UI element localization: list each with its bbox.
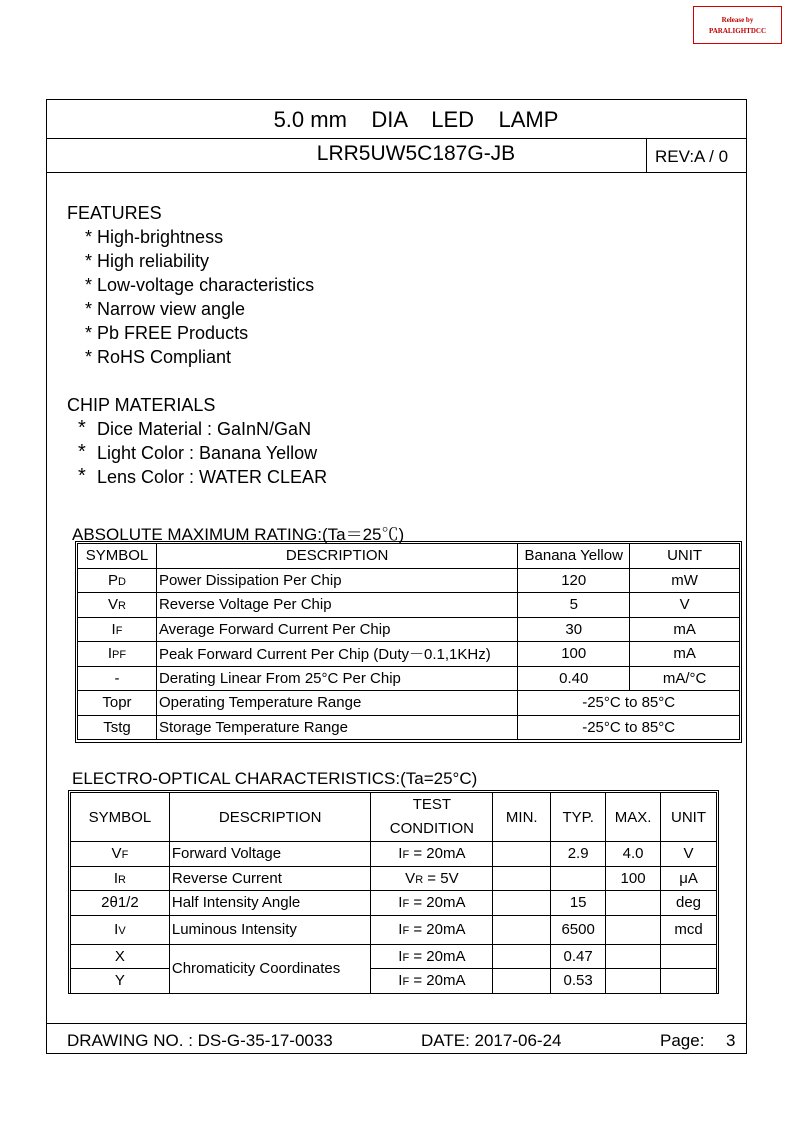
stamp-line-1: Release by [721, 16, 754, 24]
chip-material-item: Light Color : Banana Yellow [97, 443, 318, 463]
description-cell: Half Intensity Angle [169, 891, 371, 916]
feature-item: * High reliability [85, 251, 210, 271]
table-row [71, 915, 717, 944]
abs-max-table [77, 543, 740, 740]
header-unit: UNIT [661, 793, 717, 842]
unit-cell: deg [661, 891, 717, 916]
description-cell: Forward Voltage [169, 842, 371, 867]
symbol-cell: IV [71, 915, 170, 944]
feature-item: * Pb FREE Products [85, 323, 249, 343]
typ-cell: 0.47 [551, 944, 606, 969]
table-header-row [78, 544, 740, 569]
description-cell: Peak Forward Current Per Chip (Duty－0.1,1KHz) [156, 642, 517, 667]
condition-cell: IF = 20mA [371, 969, 493, 994]
typ-cell: 2.9 [551, 842, 606, 867]
condition-cell: IF = 20mA [371, 842, 493, 867]
description-cell: Chromaticity Coordinates [169, 944, 371, 993]
chip-materials-heading: CHIP MATERIALS [67, 395, 216, 415]
document-title: 5.0 mm DIA LED LAMP [273, 107, 559, 132]
revision: REV:A / 0 [655, 147, 729, 166]
max-cell: 4.0 [606, 842, 661, 867]
stamp-line-2: PARALIGHTDCC [708, 27, 767, 35]
page-number: 3 [726, 1031, 736, 1050]
document-date: DATE: 2017-06-24 [421, 1031, 562, 1050]
description-cell: Power Dissipation Per Chip [156, 568, 517, 593]
table-row [78, 715, 740, 740]
min-cell [493, 944, 551, 969]
header-symbol: SYMBOL [71, 793, 170, 842]
max-cell [606, 944, 661, 969]
typ-cell: 15 [551, 891, 606, 916]
header-min: MIN. [493, 793, 551, 842]
symbol-cell: PD [78, 568, 157, 593]
electro-optical-caption: ELECTRO-OPTICAL CHARACTERISTICS:(Ta=25°C) [72, 769, 478, 788]
abs-max-caption: ABSOLUTE MAXIMUM RATING:(Ta＝25℃) [72, 525, 405, 544]
condition-cell: VR = 5V [371, 866, 493, 891]
value-cell: 30 [518, 617, 630, 642]
header-unit: UNIT [630, 544, 740, 569]
range-cell: -25°C to 85°C [518, 715, 740, 740]
typ-cell: 0.53 [551, 969, 606, 994]
min-cell [493, 969, 551, 994]
table-row [71, 969, 717, 994]
unit-cell: mcd [661, 915, 717, 944]
table-row [78, 666, 740, 691]
symbol-cell: Tstg [78, 715, 157, 740]
description-cell: Average Forward Current Per Chip [156, 617, 517, 642]
header-symbol: SYMBOL [78, 544, 157, 569]
description-cell: Operating Temperature Range [156, 691, 517, 716]
header-description: DESCRIPTION [156, 544, 517, 569]
description-cell: Luminous Intensity [169, 915, 371, 944]
symbol-cell: Topr [78, 691, 157, 716]
symbol-cell: 2θ1/2 [71, 891, 170, 916]
typ-cell [551, 866, 606, 891]
table-row [78, 691, 740, 716]
typ-cell: 6500 [551, 915, 606, 944]
electro-optical-table [70, 792, 717, 994]
table-header-row [71, 793, 717, 842]
description-cell: Storage Temperature Range [156, 715, 517, 740]
min-cell [493, 891, 551, 916]
max-cell [606, 915, 661, 944]
feature-item: * Low-voltage characteristics [85, 275, 315, 295]
release-stamp [693, 6, 782, 44]
footer-rule [46, 1023, 747, 1024]
max-cell [606, 969, 661, 994]
symbol-cell: VF [71, 842, 170, 867]
feature-item: * High-brightness [85, 227, 224, 247]
table-row [71, 866, 717, 891]
header-max: MAX. [606, 793, 661, 842]
table-row [78, 617, 740, 642]
bullet-star-icon: * [78, 441, 86, 463]
description-cell: Reverse Current [169, 866, 371, 891]
symbol-cell: - [78, 666, 157, 691]
unit-cell: V [630, 593, 740, 618]
unit-cell: mA/°C [630, 666, 740, 691]
table-row [71, 891, 717, 916]
bullet-star-icon: * [78, 417, 86, 439]
unit-cell [661, 969, 717, 994]
features-heading: FEATURES [67, 203, 162, 223]
condition-cell: IF = 20mA [371, 891, 493, 916]
max-cell: 100 [606, 866, 661, 891]
value-cell: 0.40 [518, 666, 630, 691]
table-row [78, 642, 740, 667]
chip-material-item: Dice Material : GaInN/GaN [97, 419, 312, 439]
description-cell: Reverse Voltage Per Chip [156, 593, 517, 618]
feature-item: * Narrow view angle [85, 299, 246, 319]
symbol-cell: VR [78, 593, 157, 618]
condition-cell: IF = 20mA [371, 915, 493, 944]
unit-cell: mA [630, 617, 740, 642]
bullet-star-icon: * [78, 465, 86, 487]
range-cell: -25°C to 85°C [518, 691, 740, 716]
header-banana-yellow: Banana Yellow [518, 544, 630, 569]
condition-cell: IF = 20mA [371, 944, 493, 969]
table-row [78, 568, 740, 593]
header-bottom-rule [46, 172, 747, 173]
symbol-cell: IF [78, 617, 157, 642]
page-label: Page: [660, 1031, 705, 1050]
table-row [71, 944, 717, 969]
table-row [71, 842, 717, 867]
min-cell [493, 866, 551, 891]
header-divider [46, 138, 747, 139]
unit-cell: mW [630, 568, 740, 593]
value-cell: 5 [518, 593, 630, 618]
value-cell: 100 [518, 642, 630, 667]
min-cell [493, 915, 551, 944]
max-cell [606, 891, 661, 916]
unit-cell [661, 944, 717, 969]
symbol-cell: IR [71, 866, 170, 891]
min-cell [493, 842, 551, 867]
unit-cell: V [661, 842, 717, 867]
drawing-number: DRAWING NO. : DS-G-35-17-0033 [67, 1031, 333, 1050]
chip-material-item: Lens Color : WATER CLEAR [97, 467, 328, 487]
part-number: LRR5UW5C187G-JB [316, 142, 516, 165]
symbol-cell: IPF [78, 642, 157, 667]
header-test-condition: TEST CONDITION [371, 793, 493, 842]
table-row [78, 593, 740, 618]
feature-item: * RoHS Compliant [85, 347, 232, 367]
symbol-cell: X [71, 944, 170, 969]
symbol-cell: Y [71, 969, 170, 994]
unit-cell: mA [630, 642, 740, 667]
unit-cell: μA [661, 866, 717, 891]
description-cell: Derating Linear From 25°C Per Chip [156, 666, 517, 691]
header-description: DESCRIPTION [169, 793, 371, 842]
header-typ: TYP. [551, 793, 606, 842]
value-cell: 120 [518, 568, 630, 593]
